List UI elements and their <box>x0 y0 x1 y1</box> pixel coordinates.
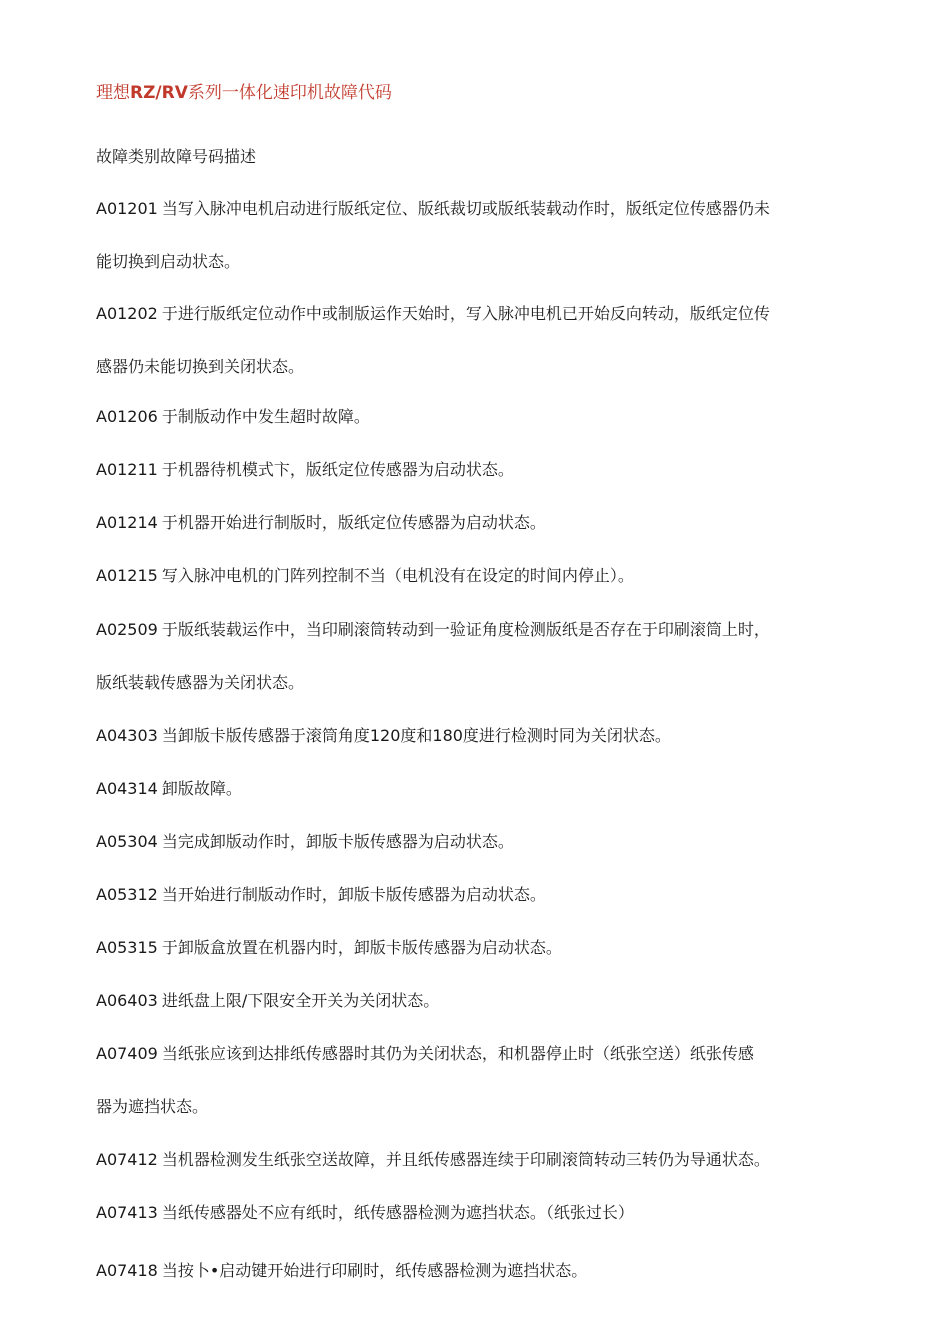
fault-entry <box>96 443 866 496</box>
fault-description: 于卸版盒放置在机器内时，卸版卡版传感器为启动状态。 <box>161 938 562 957</box>
fault-description: 当开始进行制版动作时，卸版卡版传感器为启动状态。 <box>161 885 546 904</box>
fault-entry <box>96 603 866 709</box>
fault-code: A05304 <box>96 832 158 851</box>
fault-code: A07413 <box>96 1203 158 1222</box>
fault-description: 于机器待机模式卞，版纸定位传感器为启动状态。 <box>161 460 514 479</box>
fault-code: A01215 <box>96 566 158 585</box>
fault-code: A01211 <box>96 460 158 479</box>
fault-entry <box>96 496 866 549</box>
fault-code: A05315 <box>96 938 158 957</box>
fault-entry <box>96 182 866 288</box>
fault-description: 写入脉冲电机的门阵列控制不当（电机没有在设定的时间内停止）。 <box>161 566 634 585</box>
fault-description: 于机器开始进行制版时，版纸定位传感器为启动状态。 <box>161 513 546 532</box>
fault-entry <box>96 762 866 815</box>
title-brand: RZ/RV <box>130 83 188 103</box>
fault-code: A01206 <box>96 407 158 426</box>
fault-code: A06403 <box>96 991 158 1010</box>
fault-code: A01201 <box>96 199 158 218</box>
fault-entry <box>96 868 866 921</box>
fault-description: 于版纸装载运作中，当印刷滚筒转动到一验证角度检测版纸是否存在于印刷滚筒上时， <box>161 620 770 639</box>
fault-entry <box>96 1186 866 1239</box>
fault-description: 当机器检测发生纸张空送故障，并且纸传感器连续于印刷滚筒转动三转仍为导通状态。 <box>161 1150 770 1169</box>
column-header: 故障类别故障号码描述 <box>96 147 257 166</box>
fault-description-continued: 感器仍未能切换到关闭状态。 <box>96 357 305 376</box>
fault-code: A01214 <box>96 513 158 532</box>
fault-description: 于进行版纸定位动作中或制版运作天始时，写入脉冲电机已开始反向转动，版纸定位传 <box>161 304 770 323</box>
fault-entry <box>96 1027 866 1133</box>
fault-entry <box>96 974 866 1027</box>
fault-entry <box>96 709 866 762</box>
fault-description: 于制版动作中发生超时故障。 <box>161 407 370 426</box>
fault-description-continued: 器为遮挡状态。 <box>96 1097 209 1116</box>
fault-entry <box>96 815 866 868</box>
fault-code: A07418 <box>96 1261 158 1280</box>
fault-description: 卸版故障。 <box>161 779 242 798</box>
fault-entry <box>96 1244 866 1297</box>
document-title <box>96 78 392 103</box>
fault-description: 当纸传感器处不应有纸时，纸传感器检测为遮挡状态。（纸张过长） <box>161 1203 634 1222</box>
fault-description: 当卸版卡版传感器于滚筒角度120度和180度进行检测时同为关闭状态。 <box>161 726 671 745</box>
fault-description: 进纸盘上限/下限安全开关为关闭状态。 <box>161 991 440 1010</box>
fault-code: A07412 <box>96 1150 158 1169</box>
fault-code: A04314 <box>96 779 158 798</box>
fault-description-continued: 版纸装载传感器为关闭状态。 <box>96 673 305 692</box>
fault-description: 当按卜•启动键开始进行印刷时，纸传感器检测为遮挡状态。 <box>161 1261 588 1280</box>
title-prefix: 理想 <box>96 83 130 103</box>
fault-code: A01202 <box>96 304 158 323</box>
fault-description: 当写入脉冲电机启动进行版纸定位、版纸裁切或版纸装载动作时，版纸定位传感器仍未 <box>161 199 770 218</box>
fault-code: A04303 <box>96 726 158 745</box>
fault-entry <box>96 287 866 393</box>
fault-description-continued: 能切换到启动状态。 <box>96 252 241 271</box>
fault-entry <box>96 390 866 443</box>
fault-code: A05312 <box>96 885 158 904</box>
fault-entry <box>96 921 866 974</box>
fault-entry <box>96 549 866 602</box>
fault-description: 当完成卸版动作时，卸版卡版传感器为启动状态。 <box>161 832 514 851</box>
fault-description: 当纸张应该到达排纸传感器时其仍为关闭状态，和机器停止时（纸张空送）纸张传感 <box>161 1044 754 1063</box>
fault-code: A07409 <box>96 1044 158 1063</box>
fault-entry <box>96 1133 866 1186</box>
fault-code: A02509 <box>96 620 158 639</box>
title-suffix: 系列一体化速印机故障代码 <box>187 83 392 103</box>
